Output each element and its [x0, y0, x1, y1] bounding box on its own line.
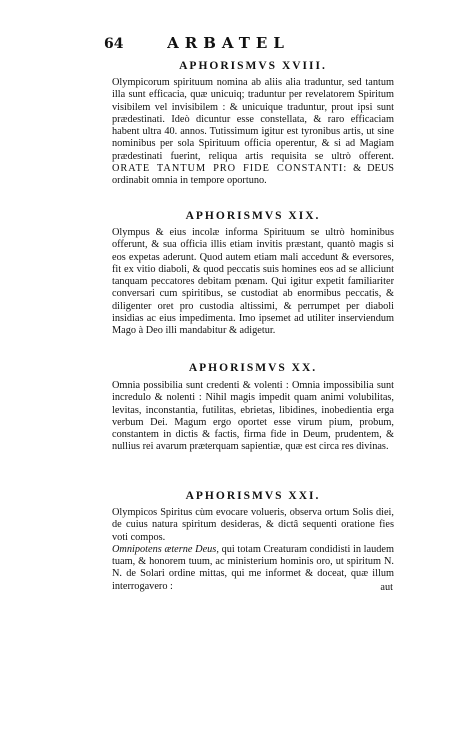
aphorism-text-18: [112, 77, 394, 188]
aphorism-tail: & DEUS ordinabit omnia in tempore oportuno.: [112, 163, 394, 187]
aphorism-text-19: [112, 227, 394, 338]
aphorism-text: Olympicorum spirituum nomina ab aliis alia traduntur, sed tantum illa sunt efficacia, quæ unicuiq; traduntur per revelatorem Spiritum visibilem vel invisibilem : & unicuique traduntur, prout ipsi sunt prædestinati. Ideò dicuntur esse constellata, & raro efficaciam habent ultra 40. annos. Tutissimum igitur est tyronibus artis, ut sine nominibus per sola Spirituum officia operentur, & si ad Magiam prædestinati fuerint, reliqua artis requisita se ultrò offerent.: [112, 77, 394, 162]
aphorism-body: Omnia possibilia sunt credenti & volenti : Omnia impossibilia sunt incredulo & nolenti : Nihil magis impedit quam animi volubilitas, levitas, inconstantia, futilitas, ebrietas, libidines, inobedientia erga verbum Dei. Magum ergo oportet esse virum pium, probum, constantem in dictis & factis, firma fide in Deum, prudentem, & nullius rei avarum præterquam sapientiæ, quæ est circa res divinas.: [112, 380, 394, 453]
aphorism-body: [112, 77, 394, 188]
aphorism-body: Olympicos Spiritus cùm evocare volueris, observa ortum Solis diei, de cuius natura spiritum desideras, & dictâ sequenti oratione fies voti compos.: [112, 507, 394, 543]
aphorism-heading-19: APHORISMVS XIX.: [185, 210, 321, 222]
catchword: aut: [380, 582, 393, 593]
aphorism-heading-18: APHORISMVS XVIII.: [179, 60, 327, 72]
aphorism-prayer: [112, 544, 394, 593]
aphorism-text-20: [112, 380, 394, 454]
aphorism-emphasis: ORATE TANTUM PRO FIDE CONSTANTI:: [112, 163, 348, 175]
aphorism-heading-20: APHORISMVS XX.: [188, 362, 318, 374]
running-title: ARBATEL: [167, 34, 290, 52]
prayer-invocation: Omnipotens æterne Deus,: [112, 543, 219, 555]
aphorism-heading-21: APHORISMVS XXI.: [185, 490, 321, 502]
page-number: 64: [104, 36, 124, 52]
aphorism-body: Olympus & eius incolæ informa Spirituum se ultrò hominibus offerunt, & sua officia illis etiam invitis præstant, quantò magis si eos expetas aderunt. Quod autem etiam mali accedunt & eversores, fit ex vitio diaboli, & quod peccatis suis homines eos ad se alliciunt tanquam peccatores debitam pœnam. Qui igitur expetit familiariter conversari cum spiritibus, se custodiat ab enormibus peccatis, & diligenter oret pro custodia altissimi, & perrumpet per diaboli insidias ac eius impedimenta. Imo ipsemet ad utiliter inserviendum Mago à Deo illi mandabitur & adigetur.: [112, 227, 394, 337]
running-head: [0, 36, 457, 54]
aphorism-text-21: [112, 507, 394, 593]
prayer-text: qui totam Creaturam condidisti in laudem tuam, & honorem tuum, ac ministerium hominis oro, ut spiritum N. N. de Solari ordine mittas, qui me informet & doceat, quæ illum interrogavero :: [112, 543, 394, 592]
